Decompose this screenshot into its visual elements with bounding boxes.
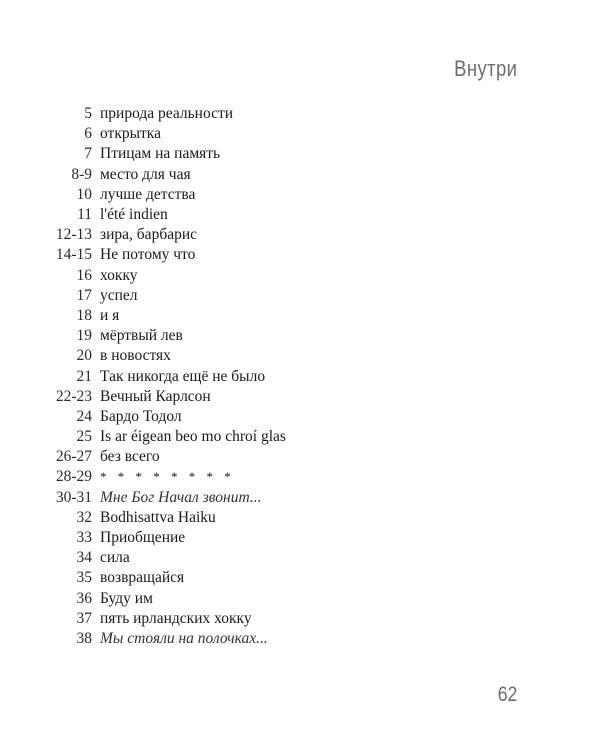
toc-entry xyxy=(0,366,600,386)
toc-entry-page: 22-23 xyxy=(55,387,92,405)
table-of-contents xyxy=(0,104,600,649)
toc-entry-page: 14-15 xyxy=(55,246,92,264)
toc-entry-title: Мне Бог Начал звонит... xyxy=(100,488,262,506)
toc-entry-title: сила xyxy=(100,549,130,567)
toc-entry-page: 17 xyxy=(76,286,92,304)
toc-entry-page: 36 xyxy=(76,589,92,607)
toc-entry-page: 25 xyxy=(76,428,92,446)
toc-entry-title: Мы стояли на полочках... xyxy=(100,629,268,647)
toc-entry-title: хокку xyxy=(100,266,138,284)
toc-entry-title: в новостях xyxy=(100,347,171,365)
toc-entry xyxy=(0,306,600,326)
toc-entry xyxy=(0,427,600,447)
toc-entry-page: 11 xyxy=(77,206,92,224)
toc-entry xyxy=(0,104,600,124)
toc-entry-page: 24 xyxy=(76,407,92,425)
toc-entry-title: Бардо Тодол xyxy=(100,407,182,425)
toc-entry-page: 26-27 xyxy=(55,448,92,466)
toc-entry-page: 30-31 xyxy=(55,488,92,506)
toc-entry-title: природа реальности xyxy=(100,105,234,123)
page-title: Внутри xyxy=(453,56,517,81)
toc-entry-title: Приобщение xyxy=(100,529,186,547)
toc-entry xyxy=(0,346,600,366)
toc-entry-title: l'été indien xyxy=(100,206,168,224)
toc-entry-page: 8-9 xyxy=(71,165,92,183)
toc-entry xyxy=(0,165,600,185)
toc-entry-page: 18 xyxy=(76,306,92,324)
toc-entry-page: 19 xyxy=(76,327,92,345)
toc-entry xyxy=(0,609,600,629)
toc-entry-title: Bodhisattva Haiku xyxy=(100,508,216,526)
toc-entry-title: и я xyxy=(100,306,120,324)
toc-entry-title: Is ar éigean beo mo chroí glas xyxy=(100,428,286,446)
toc-entry-title: Так никогда ещё не было xyxy=(100,367,266,385)
toc-entry-title: Птицам на память xyxy=(100,145,221,163)
toc-entry-title: место для чая xyxy=(100,165,191,183)
toc-entry-page: 20 xyxy=(76,347,92,365)
toc-entry xyxy=(0,467,600,487)
toc-entry-page: 5 xyxy=(84,105,92,123)
toc-entry xyxy=(0,387,600,407)
toc-entry-title: мёртвый лев xyxy=(100,327,183,345)
toc-entry-page: 32 xyxy=(76,508,92,526)
toc-entry xyxy=(0,245,600,265)
toc-entry-title: без всего xyxy=(100,448,160,466)
toc-entry-title: успел xyxy=(100,286,138,304)
toc-entry xyxy=(0,185,600,205)
toc-entry-page: 37 xyxy=(76,609,92,627)
toc-entry xyxy=(0,528,600,548)
toc-entry xyxy=(0,144,600,164)
toc-entry xyxy=(0,205,600,225)
toc-entry xyxy=(0,124,600,144)
toc-entry-page: 21 xyxy=(76,367,92,385)
toc-entry xyxy=(0,589,600,609)
toc-entry xyxy=(0,326,600,346)
toc-entry-page: 38 xyxy=(76,629,92,647)
toc-entry-page: 34 xyxy=(76,549,92,567)
toc-entry xyxy=(0,266,600,286)
toc-entry-page: 10 xyxy=(76,185,92,203)
toc-entry xyxy=(0,407,600,427)
toc-entry-page: 35 xyxy=(76,569,92,587)
toc-entry xyxy=(0,568,600,588)
toc-entry xyxy=(0,488,600,508)
toc-entry-title: возвращайся xyxy=(100,569,185,587)
toc-entry xyxy=(0,447,600,467)
page-number: 62 xyxy=(497,683,517,706)
toc-entry-title: Не потому что xyxy=(100,246,196,264)
toc-entry-title: пять ирландских хокку xyxy=(100,609,252,627)
toc-entry-title: Буду им xyxy=(100,589,153,607)
toc-entry-page: 6 xyxy=(84,125,92,143)
toc-entry-page: 28-29 xyxy=(55,468,92,486)
toc-entry-page: 7 xyxy=(84,145,92,163)
toc-entry-page: 16 xyxy=(76,266,92,284)
toc-entry xyxy=(0,225,600,245)
toc-entry-title: Вечный Карлсон xyxy=(100,387,211,405)
toc-entry-title: зира, барбарис xyxy=(100,226,198,244)
toc-entry xyxy=(0,548,600,568)
toc-entry-title: * * * * * * * * xyxy=(100,469,235,485)
toc-entry-title: лучше детства xyxy=(100,185,196,203)
toc-entry-page: 12-13 xyxy=(55,226,92,244)
toc-entry xyxy=(0,508,600,528)
toc-entry xyxy=(0,629,600,649)
toc-entry-page: 33 xyxy=(76,529,92,547)
toc-entry xyxy=(0,286,600,306)
toc-entry-title: открытка xyxy=(100,125,161,143)
